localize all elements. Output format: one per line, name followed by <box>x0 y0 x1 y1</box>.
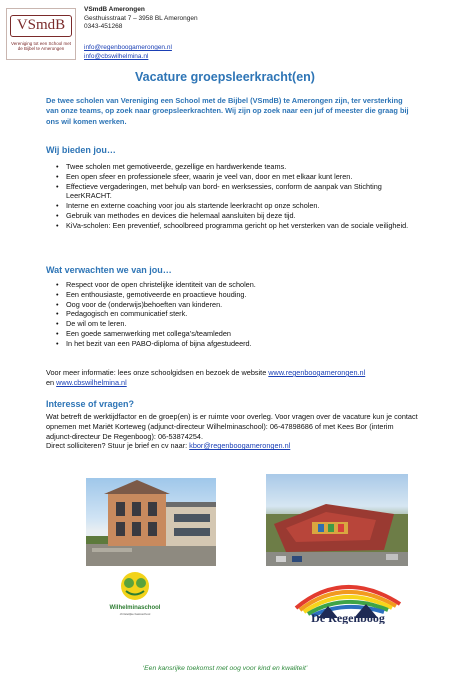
wilhelmina-logo-name: Wilhelminaschool <box>109 605 161 611</box>
wilhelmina-logo <box>104 568 166 620</box>
vsmdb-logo-tagline: Vereniging tot een School met de Bijbel te Amerongen <box>10 41 72 51</box>
more-info-paragraph <box>46 368 418 388</box>
offer-list <box>46 162 416 231</box>
interest-paragraph <box>46 412 418 451</box>
more-info-mid: en <box>46 377 57 387</box>
regenboog-school-photo <box>266 474 408 566</box>
list-item: • KiVa-scholen: Een preventief, schoolbreed programma gericht op het versterken van de sociale veiligheid. <box>46 221 416 231</box>
list-item: • Interne en externe coaching voor jou als startende leerkracht op onze scholen. <box>46 201 416 211</box>
expect-list <box>46 280 416 349</box>
more-info-text: Voor meer informatie: lees onze schoolgidsen en bezoek de website <box>46 368 269 377</box>
page-title: Vacature groepsleerkracht(en) <box>135 70 315 84</box>
org-name: VSmdB Amerongen <box>84 6 145 13</box>
wilhelmina-logo-sub: christelijke basisschool <box>119 612 151 616</box>
website-link-wilhelmina[interactable]: www.cbswilhelmina.nl <box>56 377 127 387</box>
header-contact <box>84 6 198 32</box>
regenboog-logo-name: De Regenboog <box>311 611 385 624</box>
regenboog-logo <box>288 574 408 624</box>
email-link-regenboog[interactable]: info@regenboogamerongen.nl <box>84 44 172 51</box>
apply-email-link[interactable]: kbor@regenboogamerongen.nl <box>189 441 291 451</box>
list-item: • Twee scholen met gemotiveerde, gezellige en hardwerkende teams. <box>46 162 416 172</box>
list-item: • Een enthousiaste, gemotiveerde en proactieve houding. <box>46 290 416 300</box>
list-item: • Respect voor de open christelijke identiteit van de scholen. <box>46 280 416 290</box>
list-item: • Gebruik van methodes en devices die helemaal aansluiten bij deze tijd. <box>46 211 416 221</box>
list-item: • Oog voor de (onderwijs)behoeften van kinderen. <box>46 300 416 310</box>
vsmdb-logo <box>6 8 76 60</box>
org-address: Gesthuisstraat 7 – 3958 BL Amerongen <box>84 14 198 22</box>
list-item: • Effectieve vergaderingen, met behulp van bord- en werksessies, conform de aanpak van Stichting LeerKRACHT. <box>46 182 416 202</box>
wilhelmina-school-photo <box>86 478 216 566</box>
vsmdb-logo-mark: VSmdB <box>10 15 72 37</box>
email-link-wilhelmina[interactable]: info@cbswilhelmina.nl <box>84 53 149 60</box>
apply-text: Direct solliciteren? Stuur je brief en cv naar: <box>46 441 190 451</box>
motto: ‘Een kansrijke toekomst met oog voor kind en kwaliteit’ <box>142 665 308 672</box>
list-item: • Een goede samenwerking met collega’s/teamleden <box>46 329 416 339</box>
section-heading-interest: Interesse of vragen? <box>46 399 135 409</box>
list-item: • Een open sfeer en professionele sfeer, waarin je veel van, door en met elkaar kunt leren. <box>46 172 416 182</box>
list-item: • De wil om te leren. <box>46 319 416 329</box>
list-item: • In het bezit van een PABO-diploma of bijna afgestudeerd. <box>46 339 416 349</box>
section-heading-offer: Wij bieden jou… <box>46 145 116 155</box>
section-heading-expect: Wat verwachten we van jou… <box>46 265 172 275</box>
interest-text: Wat betreft de werktijdfactor en de groep(en) is er ruimte voor overleg. Voor vragen over de vacature kun je contact opnemen met Mariët Korteweg (adjunct-directeur Wilhelminaschool): 06-47898686 of met Kees Bor (interim adjunct-directeur De Regenboog): 06-53874254. <box>46 412 418 441</box>
website-link-regenboog[interactable]: www.regenboogamerongen.nl <box>268 368 366 377</box>
org-phone: 0343-451268 <box>84 23 123 30</box>
list-item: • Pedagogisch en communicatief sterk. <box>46 309 416 319</box>
intro-text: De twee scholen van Vereniging een School met de Bijbel (VSmdB) te Amerongen zijn, ter versterking van onze teams, op zoek naar groepsleerkrachten. Wij zijn op zoek naar een juf of meester die graag bij ons wil komen werken. <box>46 96 409 126</box>
header-links <box>84 43 172 61</box>
